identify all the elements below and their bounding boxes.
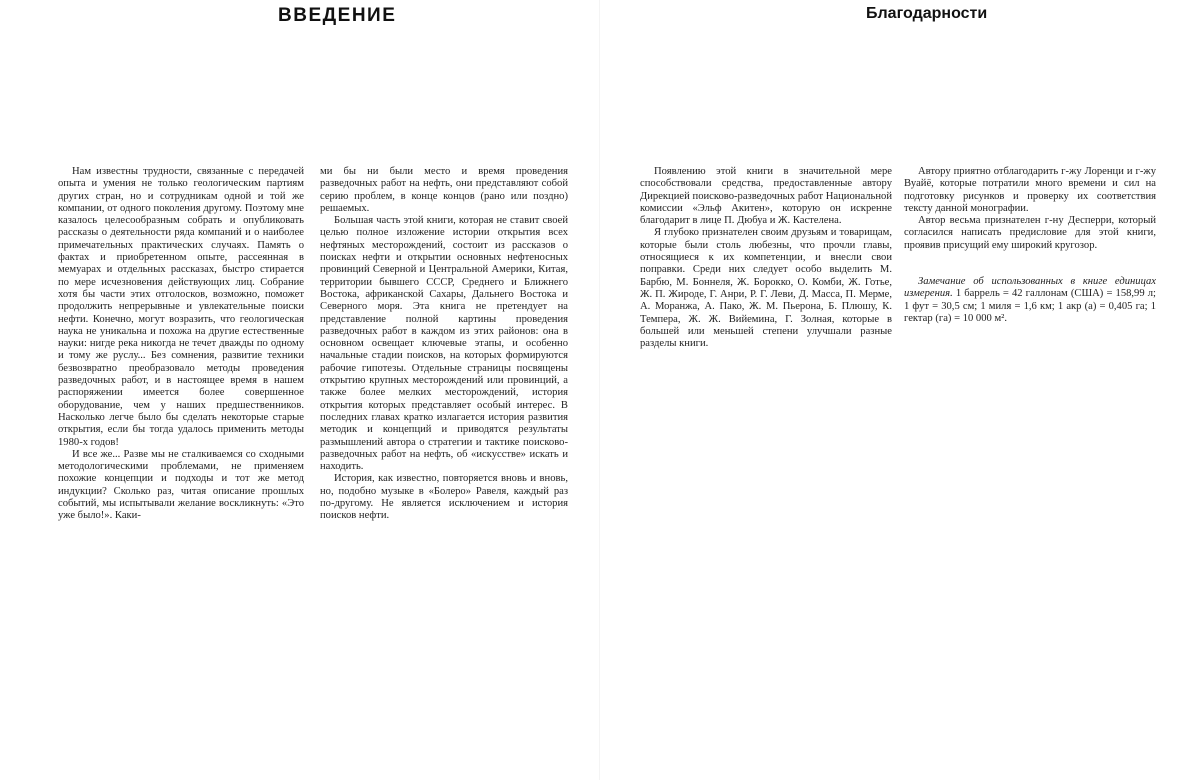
units-note-text: 1 баррель = 42 галлонам (США) = 158,99 л; 1 фут = 30,5 см; 1 миля = 1,6 км; 1 акр (а) = 0,405 га; 1 гектар (га) = 10 000 м². xyxy=(904,288,1156,324)
text-column-3 xyxy=(640,166,892,350)
units-note xyxy=(904,276,1156,325)
paragraph: История, как известно, повторяется вновь и вновь, но, подобно музыке в «Болеро» Равеля, каждый раз по-другому. Не является исключением и история поисков нефти. xyxy=(320,473,568,522)
paragraph: Автор весьма признателен г-ну Десперри, который согласился написать предисловие для этой книги, проявив присущий ему широкий кругозор. xyxy=(904,215,1156,251)
paragraph: И все же... Разве мы не сталкиваемся со сходными методологическими проблемами, не применяем похожие концепции и подходы и тот же метод индукции? Сколько раз, читая описание прошлых событий, мы испытывали желание воскликнуть: «Это уже было!». Каки- xyxy=(58,448,304,522)
text-column-1 xyxy=(58,166,304,523)
paragraph: Я глубоко признателен своим друзьям и товарищам, которые были столь любезны, что прочли главы, относящиеся к их компетенции, и внесли свои поправки. Среди них следует особо выделить М. Барбю, М. Боннеля, Ж. Борокко, О. Комби, Ж. Готье, Ж. П. Жироде, Г. Анри, Р. Г. Леви, Д. Масса, П. Мерме, А. Моранжа, А. Пако, Ж. М. Пьерона, Б. Плюшу, К. Темпера, Ж. Ж. Вийемина, Г. Золная, которые в большей или меньшей степени улучшали разные разделы книги. xyxy=(640,227,892,350)
page-title-acknowledgements: Благодарности xyxy=(866,5,988,22)
paragraph-continuation: ми бы ни были место и время проведения разведочных работ на нефть, они представляют собой серию проблем, в конце концов (рано или поздно) решаемых. xyxy=(320,166,568,214)
text-column-2 xyxy=(320,166,568,523)
text-column-4 xyxy=(904,166,1156,325)
units-note-title: Замечание об использованных в книге единицах измерения. xyxy=(904,276,1156,300)
page-title-introduction: ВВЕДЕНИЕ xyxy=(278,5,397,26)
page-divider xyxy=(599,0,600,780)
paragraph: Появлению этой книги в значительной мере способствовали средства, предоставленные автору Дирекцией поисково-разведочных работ Национальной комиссии «Эльф Акитен», которую он искренне благодарит в лице П. Дюбуа и Ж. Кастелена. xyxy=(640,166,892,227)
paragraph: Большая часть этой книги, которая не ставит своей целью полное изложение истории открытия всех нефтяных месторождений, состоит из рассказов о поисках нефти и открытии основных нефтеносных провинций Северной и Центральной Америки, Китая, территории бывшего СССР, Среднего и Ближнего Востока, африканской Сахары, Дальнего Востока и Северного моря. Эта книга не претендует на представление полной картины проведения разведочных работ в каждом из этих районов: она в основном освещает ключевые этапы, и особенно начальные стадии поисков, на которых формируются рабочие гипотезы. Отдельные страницы посвящены открытию крупных месторождений или провинций, а также более мелких месторождений, история открытия которых представляет особый интерес. В последних главах кратко излагается история развития методик и концепций и приводятся результаты размышлений автора о стратегии и тактике поисково-разведочных работ на нефть, об «искусстве» искать и находить. xyxy=(320,215,568,473)
paragraph: Нам известны трудности, связанные с передачей опыта и умения не только геологическим партиям других стран, но и сотрудникам одной и той же компании, от одного поколения другому. Поэтому мне казалось целесообразным собрать и опубликовать рассказы о деятельности ряда компаний и о наиболее примечательных практических случаях. Память о фактах и приобретенном опыте, рассеянная в мемуарах и отдельных рассказах, быстро стирается по мере исчезновения действующих лиц. Собрание хотя бы части этих отголосков, возможно, поможет продолжить непрерывные и увлекательные поиски нефти. Конечно, могут возразить, что геологическая наука не уникальна и похожа на другие естественные науки: нигде река никогда не течет дважды по одному и тому же руслу... Без сомнения, развитие техники безвозвратно преобразовало методы проведения разведочных работ, и в настоящее время в нашем распоряжении имеется более совершенное оборудование, чем у наших предшественников. Насколько легче было бы сделать некоторые старые открытия, если бы тогда удалось применить методы 1980-х годов! xyxy=(58,166,304,448)
paragraph: Автору приятно отблагодарить г-жу Лоренци и г-жу Вуайё, которые потратили много времени и сил на подготовку рисунков и проверку их соответствия тексту данной монографии. xyxy=(904,166,1156,214)
